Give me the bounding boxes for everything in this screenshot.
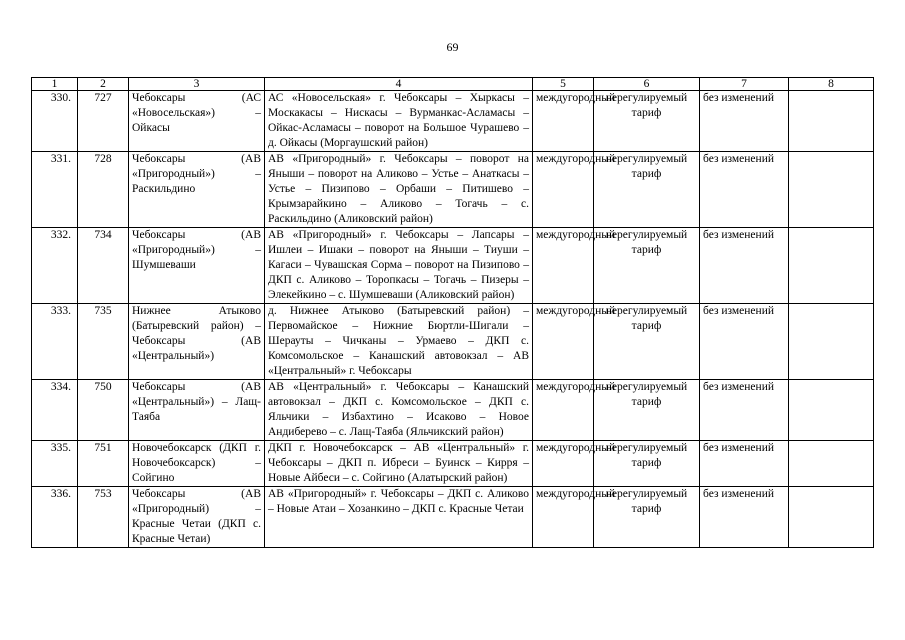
route-change: без изменений xyxy=(700,441,789,487)
route-tariff: нерегулируемый тариф xyxy=(594,441,700,487)
header-cell: 6 xyxy=(594,78,700,91)
route-type: междугородный xyxy=(533,441,594,487)
route-change: без изменений xyxy=(700,152,789,228)
route-type: междугородный xyxy=(533,380,594,441)
route-name: Чебоксары (АВ «Пригородный») – Шумшеваши xyxy=(129,228,265,304)
header-cell: 3 xyxy=(129,78,265,91)
route-name: Чебоксары (АС «Новосельская») – Ойкасы xyxy=(129,91,265,152)
route-type: междугородный xyxy=(533,304,594,380)
route-name: Чебоксары (АВ «Пригородный») – Раскильдино xyxy=(129,152,265,228)
header-cell: 7 xyxy=(700,78,789,91)
header-cell: 4 xyxy=(265,78,533,91)
header-row xyxy=(32,78,874,91)
route-path: ДКП г. Новочебоксарск – АВ «Центральный» г. Чебоксары – ДКП п. Ибреси – Буинск – Кирря – Новые Айбеси – с. Сойгино (Алатырский район) xyxy=(265,441,533,487)
route-type: междугородный xyxy=(533,152,594,228)
route-extra xyxy=(789,91,874,152)
route-extra xyxy=(789,487,874,548)
route-code: 753 xyxy=(78,487,129,548)
route-number: 335. xyxy=(32,441,78,487)
table-row xyxy=(32,441,874,487)
route-tariff: нерегулируемый тариф xyxy=(594,228,700,304)
table-row xyxy=(32,228,874,304)
route-change: без изменений xyxy=(700,91,789,152)
route-change: без изменений xyxy=(700,228,789,304)
route-type: междугородный xyxy=(533,91,594,152)
route-code: 735 xyxy=(78,304,129,380)
route-extra xyxy=(789,228,874,304)
table-row xyxy=(32,380,874,441)
route-number: 330. xyxy=(32,91,78,152)
route-number: 331. xyxy=(32,152,78,228)
route-type: междугородный xyxy=(533,228,594,304)
route-code: 734 xyxy=(78,228,129,304)
route-change: без изменений xyxy=(700,380,789,441)
routes-table xyxy=(31,77,874,548)
header-cell: 2 xyxy=(78,78,129,91)
route-path: д. Нижнее Атыково (Батыревский район) – Первомайское – Нижние Бюртли-Шигали – Шерауты – Чичканы – Урмаево – ДКП с. Комсомольское – Канашский автовокзал – АВ «Центральный» г. Чебоксары xyxy=(265,304,533,380)
route-type: междугородный xyxy=(533,487,594,548)
route-tariff: нерегулируемый тариф xyxy=(594,380,700,441)
route-path: АВ «Центральный» г. Чебоксары – Канашский автовокзал – ДКП с. Комсомольское – ДКП с. Яльчики – Избахтино – Исаково – Новое Андиберево – с. Лащ-Таяба (Яльчикский район) xyxy=(265,380,533,441)
route-name: Новочебоксарск (ДКП г. Новочебоксарск) – Сойгино xyxy=(129,441,265,487)
route-extra xyxy=(789,441,874,487)
table-row xyxy=(32,91,874,152)
route-path: АС «Новосельская» г. Чебоксары – Хыркасы – Москакасы – Нискасы – Вурманкас-Асламасы – Ойкас-Асламасы – поворот на Большое Чурашево – д. Ойкасы (Моргаушский район) xyxy=(265,91,533,152)
route-change: без изменений xyxy=(700,487,789,548)
route-code: 728 xyxy=(78,152,129,228)
route-tariff: нерегулируемый тариф xyxy=(594,152,700,228)
route-number: 334. xyxy=(32,380,78,441)
route-tariff: нерегулируемый тариф xyxy=(594,91,700,152)
route-name: Чебоксары (АВ «Центральный») – Лащ-Таяба xyxy=(129,380,265,441)
route-code: 751 xyxy=(78,441,129,487)
route-path: АВ «Пригородный» г. Чебоксары – Лапсары – Ишлеи – Ишаки – поворот на Яныши – Тиуши – Кагаси – Чувашская Сорма – поворот на Пизипово – ДКП с. Аликово – Торопкасы – Тогачь – Пизеры – Элекейкино – с. Шумшеваши (Аликовский район) xyxy=(265,228,533,304)
table-row xyxy=(32,304,874,380)
route-number: 333. xyxy=(32,304,78,380)
header-cell: 1 xyxy=(32,78,78,91)
table-row xyxy=(32,487,874,548)
page-number: 69 xyxy=(446,40,459,54)
route-name: Чебоксары (АВ «Пригородный) – Красные Четаи (ДКП с. Красные Четаи) xyxy=(129,487,265,548)
route-number: 332. xyxy=(32,228,78,304)
header-cell: 8 xyxy=(789,78,874,91)
route-code: 727 xyxy=(78,91,129,152)
route-extra xyxy=(789,152,874,228)
route-change: без изменений xyxy=(700,304,789,380)
route-number: 336. xyxy=(32,487,78,548)
header-cell: 5 xyxy=(533,78,594,91)
route-code: 750 xyxy=(78,380,129,441)
route-extra xyxy=(789,380,874,441)
route-path: АВ «Пригородный» г. Чебоксары – ДКП с. Аликово – Новые Атаи – Хозанкино – ДКП с. Красные Четаи xyxy=(265,487,533,548)
route-name: Нижнее Атыково (Батыревский район) – Чебоксары (АВ «Центральный») xyxy=(129,304,265,380)
route-tariff: нерегулируемый тариф xyxy=(594,487,700,548)
route-tariff: нерегулируемый тариф xyxy=(594,304,700,380)
route-path: АВ «Пригородный» г. Чебоксары – поворот на Яныши – поворот на Аликово – Устье – Анаткасы – Устье – Пизипово – Орбаши – Питишево – Крымзарайкино – Аликово – Тогачь – с. Раскильдино (Аликовский район) xyxy=(265,152,533,228)
table-row xyxy=(32,152,874,228)
route-extra xyxy=(789,304,874,380)
